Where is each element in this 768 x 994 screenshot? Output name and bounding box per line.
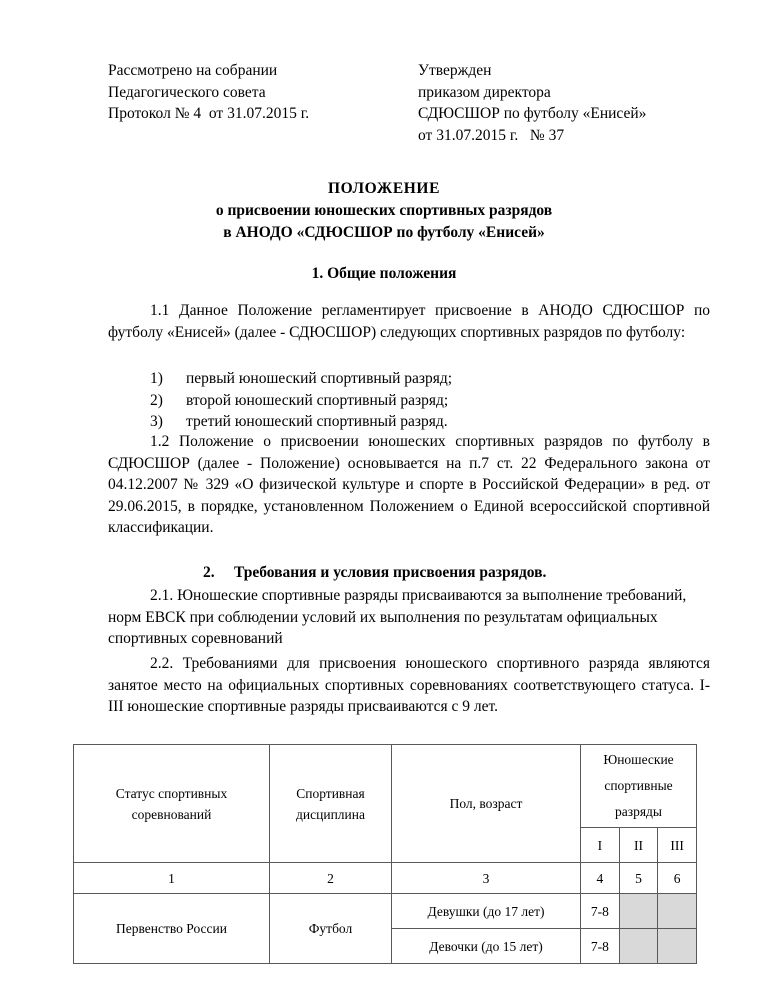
ranks-numbered-list (108, 368, 710, 433)
header-cell-discipline: Спортивная дисциплина (270, 745, 392, 863)
column-number-4: 4 (581, 863, 620, 894)
cell-status: Первенство России (74, 894, 270, 964)
cell-rank-iii (658, 894, 697, 929)
section-1-heading: 1. Общие положения (311, 265, 457, 282)
list-item-marker: 2) (150, 391, 163, 409)
header-cell-sex-age: Пол, возраст (392, 745, 581, 863)
header-right-line-2: приказом директора (418, 83, 551, 101)
header-cell-rank-ii: II (619, 828, 658, 863)
cell-rank-i: 7-8 (581, 929, 620, 964)
header-right-column (418, 60, 708, 146)
paragraph-1-1: 1.1 Данное Положение регламентирует присвоение в АНОДО СДЮСШОР по футболу «Енисей» (далее - СДЮСШОР) следующих спортивных разрядов по футболу: (108, 302, 710, 341)
header-cell-ranks-group: Юношеские спортивные разряды (581, 745, 697, 828)
header-cell-rank-i: I (581, 828, 620, 863)
list-item (108, 368, 710, 390)
header-right-line-1: Утвержден (418, 62, 492, 79)
cell-rank-i: 7-8 (581, 894, 620, 929)
list-item-label: третий юношеский спортивный разряд. (186, 413, 448, 430)
column-number-1: 1 (74, 863, 270, 894)
table-row (74, 894, 697, 929)
table-column-number-row (74, 863, 697, 894)
list-item-label: второй юношеский спортивный разряд; (186, 391, 449, 409)
cell-rank-ii (619, 894, 658, 929)
list-item-label: первый юношеский спортивный разряд; (186, 370, 453, 387)
cell-discipline: Футбол (270, 894, 392, 964)
column-number-6: 6 (658, 863, 697, 894)
list-item-marker: 3) (150, 413, 163, 430)
title-subline-2: в АНОДО «СДЮСШОР по футболу «Енисей» (223, 224, 545, 241)
paragraph-2-2: 2.2. Требованиями для присвоения юношеского спортивного разряда являются занятое место на официальных спортивных соревнованиях соответствующего статуса. I-III юношеские спортивные разряды присваиваются с 9 лет. (108, 655, 710, 716)
list-item-marker: 1) (150, 370, 163, 387)
cell-rank-iii (658, 929, 697, 964)
title-subline-1: о присвоении юношеских спортивных разрядов (215, 202, 553, 219)
document-header (108, 60, 708, 146)
header-left-column (108, 60, 418, 125)
header-left-line-1: Рассмотрено на собрании (108, 62, 278, 79)
header-right-line-3: СДЮСШОР по футболу «Енисей» (418, 105, 647, 122)
document-title-block (60, 178, 708, 244)
column-number-2: 2 (270, 863, 392, 894)
column-number-3: 3 (392, 863, 581, 894)
page-title: ПОЛОЖЕНИЕ (327, 180, 441, 197)
table-header-row (74, 745, 697, 828)
header-cell-status: Статус спортивных соревнований (74, 745, 270, 863)
header-left-line-3: Протокол № 4 от 31.07.2015 г. (108, 105, 310, 122)
paragraph-2-1: 2.1. Юношеские спортивные разряды присваиваются за выполнение требований, норм ЕВСК при соблюдении условий их выполнения по результатам официальных спортивных соревнований (108, 587, 687, 648)
cell-rank-ii (619, 929, 658, 964)
header-right-line-4: от 31.07.2015 г. № 37 (418, 126, 565, 144)
section-2-heading: 2. Требования и условия присвоения разрядов. (203, 564, 547, 581)
header-cell-rank-iii: III (658, 828, 697, 863)
paragraph-1-2: 1.2 Положение о присвоении юношеских спортивных разрядов по футболу в СДЮСШОР (далее - Положение) основывается на п.7 ст. 22 Федерального закона от 04.12.2007 № 329 «О физической культуре и спорте в Российской Федерации» в ред. от 29.06.2015, в порядке, установленном Положением о Единой всероссийской спортивной классификации. (108, 433, 710, 537)
cell-sex-age: Девушки (до 17 лет) (392, 894, 581, 929)
sport-ranks-table (73, 744, 697, 964)
column-number-5: 5 (619, 863, 658, 894)
header-left-line-2: Педагогического совета (108, 83, 266, 101)
list-item (108, 411, 710, 433)
list-item (108, 390, 710, 412)
cell-sex-age: Девочки (до 15 лет) (392, 929, 581, 964)
